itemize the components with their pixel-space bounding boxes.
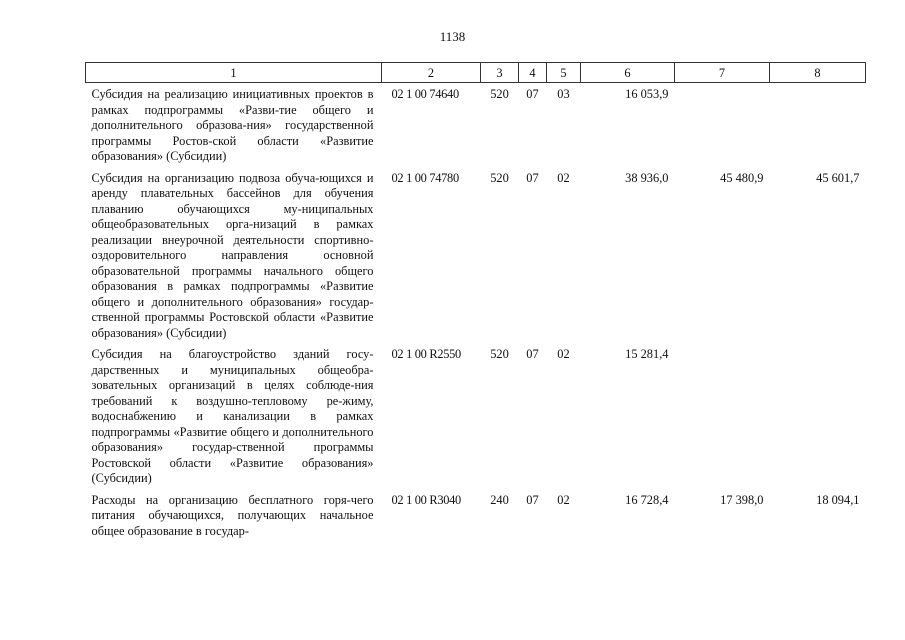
amount-col-6: 38 936,0	[625, 170, 669, 185]
budget-table	[85, 62, 866, 544]
subsection: 02	[557, 347, 570, 361]
target-code: 02 1 00 R3040	[391, 492, 461, 507]
amount-col-8: 18 094,1	[816, 492, 860, 507]
table-body	[86, 83, 866, 545]
target-code: 02 1 00 74640	[391, 87, 459, 101]
amount-col-6: 15 281,4	[625, 347, 669, 361]
section: 07	[526, 492, 539, 507]
amount-col-8	[770, 346, 866, 492]
header-row	[86, 63, 866, 83]
subsection: 03	[557, 87, 570, 101]
expense-name: Субсидия на благоустройство зданий госу-дарственных и муниципальных общеобра-зовательных организаций в целях соблюде-ния требований к воздушно-тепловому ре-жиму, водоснабжению и канализации в рамках подпрограммы «Развитие общего и дополнительного образования» государ-ственной программы Ростовской области «Развитие образования» (Субсидии)	[91, 347, 374, 485]
expense-name: Субсидия на организацию подвоза обуча-ющихся и аренду плавательных бассейнов для обучения плаванию обучающихся му-ниципальных общеобразовательных орга-низаций в рамках реализации внеурочной деятельности спортивно-оздоровительного направления основной образовательной программы начального общего образования в рамках подпрограммы «Развитие общего и дополнительного образования» государ-ственной программы Ростовской области «Развитие образования» (Субсидии)	[91, 170, 374, 340]
subsection: 02	[557, 170, 570, 185]
expense-type: 520	[490, 87, 509, 101]
amount-col-7: 45 480,9	[720, 170, 764, 185]
target-code: 02 1 00 74780	[391, 170, 459, 185]
table-row	[86, 83, 866, 170]
amount-col-6: 16 728,4	[625, 492, 669, 507]
header-col-4: 4	[519, 63, 547, 83]
expense-type: 520	[490, 347, 509, 361]
expense-type: 240	[490, 492, 509, 507]
amount-col-7	[675, 83, 770, 170]
table-row	[86, 346, 866, 492]
header-col-5: 5	[547, 63, 581, 83]
amount-col-6: 16 053,9	[625, 87, 669, 101]
amount-col-7	[675, 346, 770, 492]
section: 07	[526, 87, 539, 101]
expense-name: Расходы на организацию бесплатного горя-чего питания обучающихся, получающих начальное общее образование в государ-	[91, 492, 374, 538]
expense-type: 520	[490, 170, 509, 185]
expense-name: Субсидия на реализацию инициативных проектов в рамках подпрограммы «Разви-тие общего и дополнительного образова-ния» государственной программы Ростов-ской области «Развитие образования» (Субсидии)	[91, 87, 374, 163]
table-row	[86, 170, 866, 347]
header-col-8: 8	[770, 63, 866, 83]
section: 07	[526, 347, 539, 361]
header-col-3: 3	[481, 63, 519, 83]
amount-col-7: 17 398,0	[720, 492, 764, 507]
header-col-6: 6	[581, 63, 675, 83]
target-code: 02 1 00 R2550	[391, 347, 461, 361]
subsection: 02	[557, 492, 570, 507]
header-col-2: 2	[382, 63, 481, 83]
table-header	[86, 63, 866, 83]
header-col-1: 1	[86, 63, 382, 83]
section: 07	[526, 170, 539, 185]
page-number: 1138	[439, 29, 466, 44]
header-col-7: 7	[675, 63, 770, 83]
amount-col-8: 45 601,7	[816, 170, 860, 185]
amount-col-8	[770, 83, 866, 170]
table-row	[86, 492, 866, 545]
